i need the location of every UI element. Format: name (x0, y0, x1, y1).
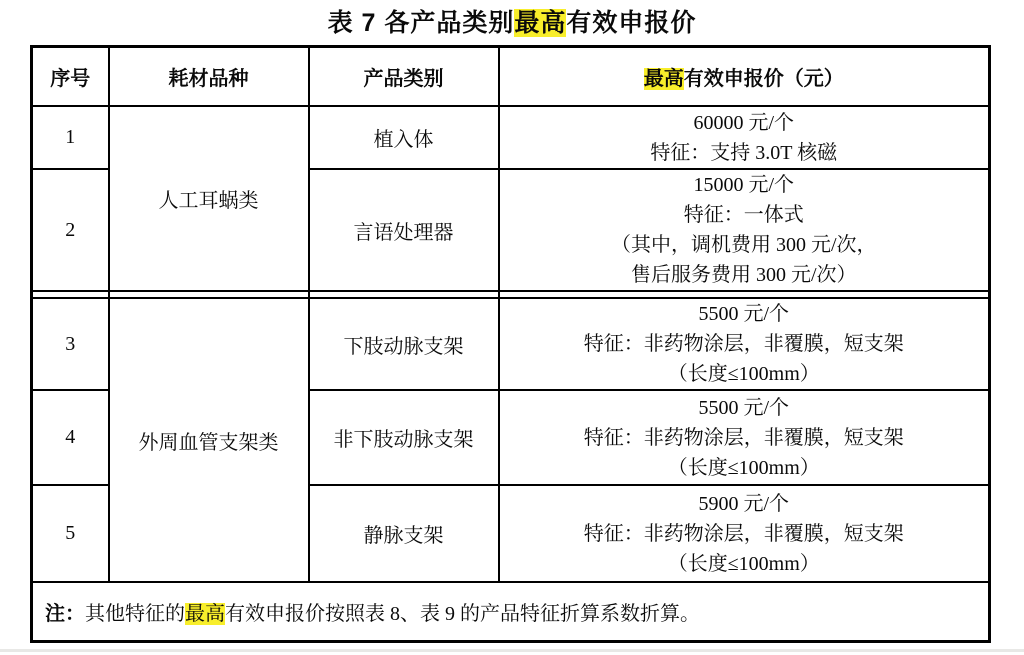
header-cell-price (499, 47, 990, 107)
price-line: 特征：非药物涂层，非覆膜，短支架 (583, 426, 904, 449)
header-cell-index: 序号 (32, 47, 109, 107)
product-cell: 下肢动脉支架 (309, 298, 499, 390)
price-cell (499, 485, 990, 582)
table-title (0, 3, 1024, 39)
price-line: 售后服务费用 300 元/次） (630, 264, 857, 286)
table-header-row (32, 47, 990, 107)
section-divider-cell (309, 291, 499, 298)
product-cell: 言语处理器 (309, 169, 499, 291)
title-text-suffix: 有效申报价 (566, 9, 697, 37)
row-index-cell: 3 (32, 298, 109, 390)
price-cell (499, 298, 990, 390)
header-price-text: 有效申报价（元） (683, 68, 844, 90)
header-cell-product: 产品类别 (309, 47, 499, 107)
title-text-prefix: 表 7 各产品类别 (327, 9, 515, 37)
row-index-cell: 5 (32, 485, 109, 582)
page-bottom-edge (0, 649, 1024, 652)
product-cell: 静脉支架 (309, 485, 499, 582)
price-line: 特征：非药物涂层，非覆膜，短支架 (583, 522, 904, 545)
price-line: （长度≤100mm） (667, 363, 820, 385)
price-cell (499, 106, 990, 169)
header-price-highlight: 最高 (643, 68, 684, 90)
table-row-3 (32, 298, 990, 390)
table-note-row (32, 582, 990, 642)
note-highlight: 最高 (185, 603, 225, 625)
row-index-cell: 2 (32, 169, 109, 291)
price-line: 5500 元/个 (698, 396, 790, 419)
price-line: 15000 元/个 (693, 174, 795, 196)
price-cell (499, 390, 990, 485)
row-index-cell: 4 (32, 390, 109, 485)
note-text-suffix: 有效申报价按照表 8、表 9 的产品特征折算系数折算。 (225, 603, 700, 625)
price-line: 特征：非药物涂层，非覆膜，短支架 (583, 333, 904, 355)
price-line: 5500 元/个 (698, 303, 790, 325)
price-line: （其中，调机费用 300 元/次， (610, 234, 877, 256)
row-index-cell: 1 (32, 106, 109, 169)
product-cell: 植入体 (309, 106, 499, 169)
price-line: 特征：一体式 (683, 204, 804, 226)
product-cell: 非下肢动脉支架 (309, 390, 499, 485)
price-line: 特征：支持 3.0T 核磁 (650, 141, 838, 164)
price-line: 5900 元/个 (698, 492, 790, 515)
section-divider-cell (109, 291, 309, 298)
note-cell (32, 582, 990, 642)
title-highlight: 最高 (514, 9, 567, 37)
header-cell-category: 耗材品种 (109, 47, 309, 107)
group-cell-cochlear: 人工耳蜗类 (109, 106, 309, 291)
group-cell-vascular-stent: 外周血管支架类 (109, 298, 309, 582)
section-divider-cell (32, 291, 109, 298)
price-table (30, 45, 991, 643)
price-cell (499, 169, 990, 291)
note-text-prefix: 其他特征的 (85, 603, 185, 625)
price-line: （长度≤100mm） (667, 456, 820, 479)
section-divider-row (32, 291, 990, 298)
note-label: 注： (45, 603, 85, 625)
table-row-1 (32, 106, 990, 169)
price-line: 60000 元/个 (693, 111, 795, 134)
section-divider-cell (499, 291, 990, 298)
price-line: （长度≤100mm） (667, 552, 820, 575)
